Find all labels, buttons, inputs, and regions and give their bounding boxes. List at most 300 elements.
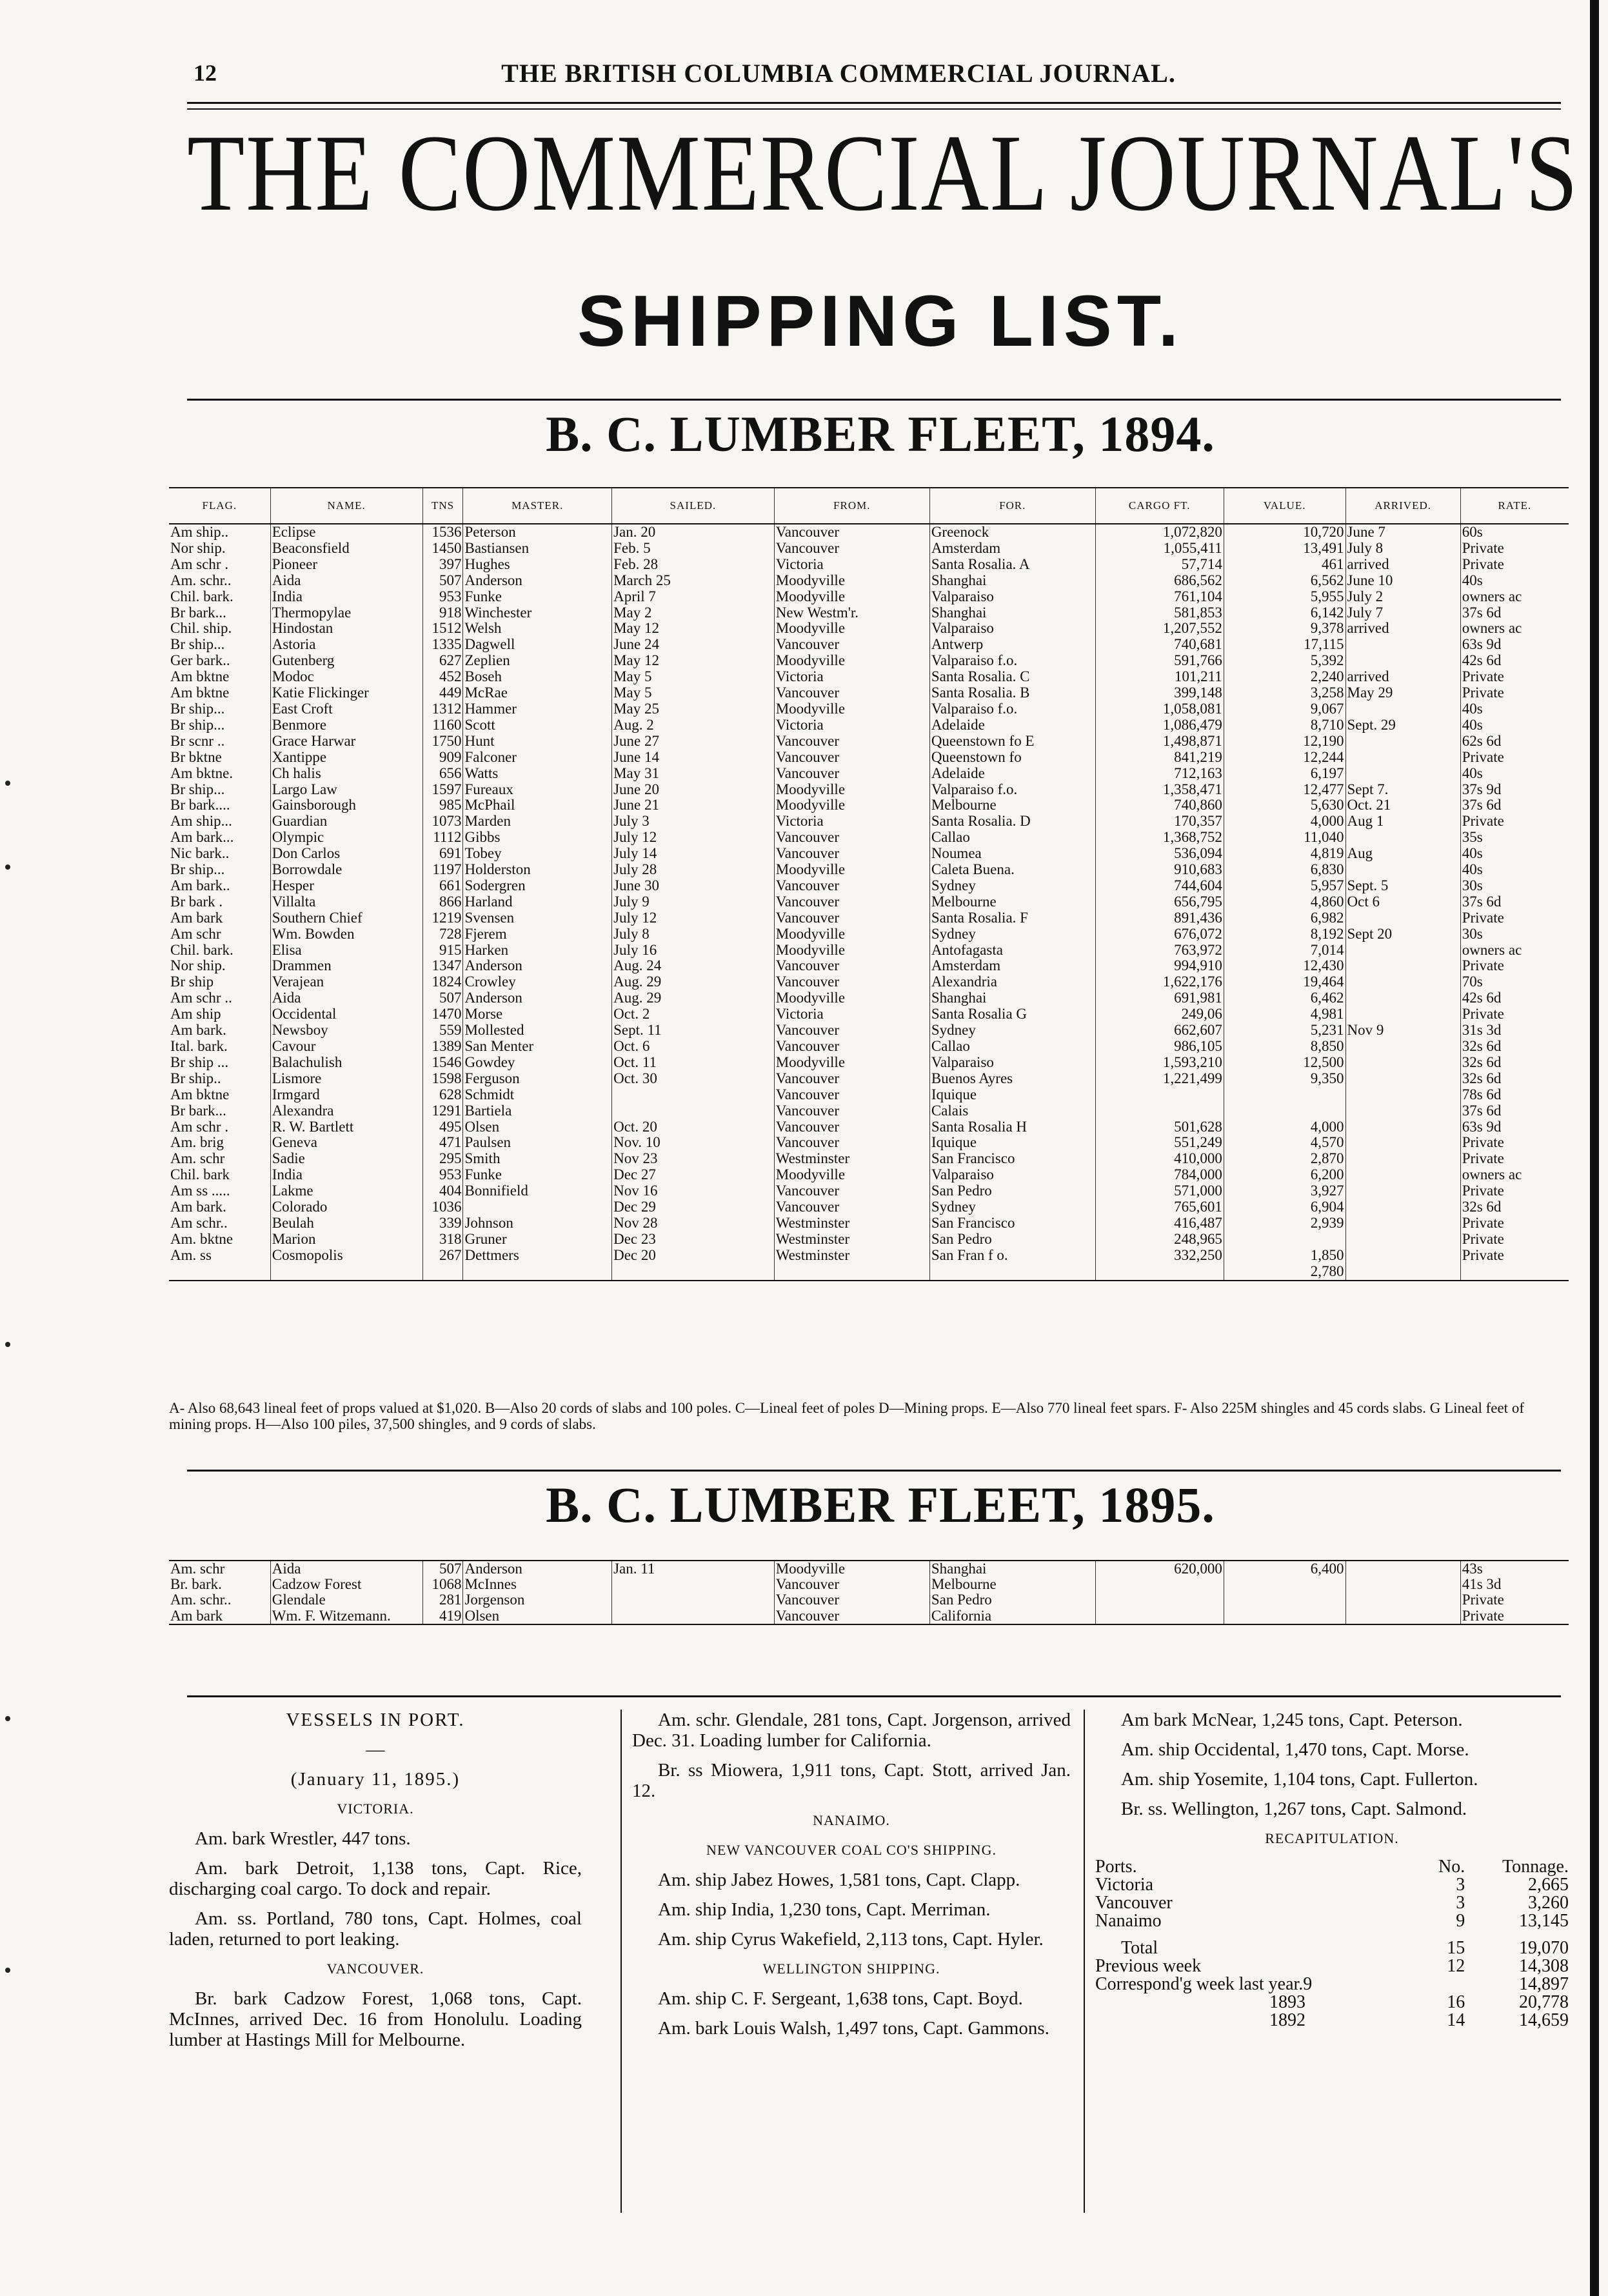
- cell-from: Vancouver: [774, 1135, 929, 1151]
- cell-for: Sydney: [929, 1199, 1095, 1215]
- cell-tons: 281: [422, 1592, 463, 1608]
- cell-name: Beaconsfield: [270, 541, 422, 557]
- cell-from: Vancouver: [774, 846, 929, 862]
- cell-tons: 1750: [422, 734, 463, 750]
- cell-master: McInnes: [463, 1577, 612, 1592]
- recap-tonnage: 13,145: [1519, 1911, 1569, 1931]
- cell-value: 2,780: [1224, 1264, 1345, 1281]
- cell-rate: 40s: [1460, 846, 1569, 862]
- cell-value: 12,430: [1224, 958, 1345, 974]
- cell-master: Anderson: [463, 1561, 612, 1577]
- cell-master: San Menter: [463, 1039, 612, 1055]
- cell-sailed: May 25: [612, 701, 775, 717]
- cell-rate: 37s 6d: [1460, 1103, 1569, 1119]
- cell-arrived: [1345, 1608, 1460, 1624]
- cell-arrived: Aug 1: [1345, 814, 1460, 830]
- recap-port: Nanaimo: [1095, 1911, 1162, 1931]
- cell-flag: Chil. ship.: [170, 621, 232, 637]
- cell-flag: Nor ship.: [170, 540, 226, 556]
- column-header-sailed: SAILED.: [612, 488, 775, 524]
- table-row: [169, 1135, 1569, 1151]
- cell-sailed: Aug. 29: [612, 990, 775, 1006]
- recap-tonnage: 19,070: [1519, 1938, 1569, 1958]
- cell-value: 461: [1224, 557, 1345, 573]
- cell-cargo-ft: 1,055,411: [1095, 541, 1224, 557]
- cell-for: Valparaiso f.o.: [929, 701, 1095, 717]
- cell-flag: Chil. bark.: [170, 588, 233, 604]
- cell-sailed: May 31: [612, 766, 775, 782]
- cell-flag: Br ship...: [170, 637, 225, 653]
- cell-value: 7,014: [1224, 943, 1345, 959]
- cell-from: Vancouver: [774, 524, 929, 541]
- cell-value: 13,491: [1224, 541, 1345, 557]
- cell-sailed: Dec 29: [612, 1199, 775, 1215]
- cell-arrived: [1345, 1264, 1460, 1281]
- cell-flag: Am schr .: [170, 556, 229, 572]
- cell-arrived: [1345, 1087, 1460, 1103]
- cell-arrived: [1345, 1577, 1460, 1592]
- cell-sailed: May 12: [612, 653, 775, 669]
- cell-tons: 397: [422, 557, 463, 573]
- cell-master: Watts: [463, 766, 612, 782]
- cell-value: 1,850: [1224, 1248, 1345, 1264]
- cell-rate: 70s: [1460, 974, 1569, 990]
- cell-rate: owners ac: [1460, 1167, 1569, 1183]
- cell-value: 4,570: [1224, 1135, 1345, 1151]
- cell-rate: 42s 6d: [1460, 653, 1569, 669]
- cell-cargo-ft: 620,000: [1095, 1561, 1224, 1577]
- fleet-1894-table: [169, 487, 1569, 1281]
- cell-arrived: [1345, 974, 1460, 990]
- recap-count: 12: [1447, 1956, 1465, 1976]
- cell-tons: 1160: [422, 717, 463, 734]
- cell-rate: 32s 6d: [1460, 1055, 1569, 1071]
- cell-arrived: Sept. 5: [1345, 878, 1460, 894]
- table-row: [169, 637, 1569, 653]
- cell-arrived: [1345, 1071, 1460, 1087]
- cell-value: 5,630: [1224, 797, 1345, 814]
- cell-master: Hammer: [463, 701, 612, 717]
- cell-sailed: Oct. 11: [612, 1055, 775, 1071]
- recap-1893-row: [1095, 1993, 1569, 2011]
- cell-tons: 559: [422, 1023, 463, 1039]
- cell-name: Glendale: [270, 1592, 422, 1608]
- recapitulation-table: [1095, 1858, 1569, 2030]
- cell-rate: 60s: [1460, 524, 1569, 541]
- cell-rate: 43s: [1460, 1561, 1569, 1577]
- cell-from: New Westm'r.: [774, 605, 929, 621]
- cell-rate: Private: [1460, 1006, 1569, 1023]
- recap-tonnage: 14,308: [1519, 1956, 1569, 1976]
- cell-for: Valparaiso f.o.: [929, 653, 1095, 669]
- cell-name: Olympic: [270, 830, 422, 846]
- cell-arrived: [1345, 1103, 1460, 1119]
- cell-cargo-ft: 1,593,210: [1095, 1055, 1224, 1071]
- cell-master: Johnson: [463, 1215, 612, 1232]
- cell-master: Harken: [463, 943, 612, 959]
- cell-master: Smith: [463, 1151, 612, 1167]
- cell-master: Ferguson: [463, 1071, 612, 1087]
- cell-for: Callao: [929, 1039, 1095, 1055]
- cell-for: Santa Rosalia. B: [929, 685, 1095, 701]
- page-edge-rule: [1590, 0, 1599, 2296]
- recap-count: 16: [1447, 1992, 1465, 2012]
- recap-header: No.: [1438, 1857, 1465, 1877]
- cell-flag: Am ship..: [170, 524, 229, 540]
- cell-rate: 40s: [1460, 717, 1569, 734]
- cell-arrived: Nov 9: [1345, 1023, 1460, 1039]
- cell-master: Bartiela: [463, 1103, 612, 1119]
- cell-master: Gruner: [463, 1232, 612, 1248]
- port-entry: Am. schr. Glendale, 281 tons, Capt. Jorgenson, arrived Dec. 31. Loading lumber for California.: [632, 1710, 1071, 1751]
- cell-arrived: [1345, 910, 1460, 926]
- cell-arrived: [1345, 1055, 1460, 1071]
- cell-value: 5,957: [1224, 878, 1345, 894]
- cell-name: Benmore: [270, 717, 422, 734]
- cell-arrived: [1345, 1006, 1460, 1023]
- cell-tons: 953: [422, 1167, 463, 1183]
- cell-master: Dettmers: [463, 1248, 612, 1264]
- recap-label: 1893: [1269, 1992, 1305, 2012]
- fleet-1894-footnote: A- Also 68,643 lineal feet of props valued at $1,020. B—Also 20 cords of slabs and 100 poles. C—Lineal feet of poles D—Mining props. E—Also 770 lineal feet spars. F- Also 225M shingles and 45 cords slabs. G Lineal feet of mining props. H—Also 100 piles, 37,500 shingles, and 9 cords of slabs.: [169, 1400, 1524, 1432]
- cell-arrived: [1345, 766, 1460, 782]
- cell-flag: Am. schr..: [170, 572, 232, 588]
- rule: [187, 108, 1561, 110]
- fleet-1894-title: B. C. LUMBER FLEET, 1894.: [546, 406, 1215, 462]
- cell-arrived: [1345, 1592, 1460, 1608]
- recap-port: Victoria: [1095, 1875, 1154, 1895]
- cell-for: Santa Rosalia. D: [929, 814, 1095, 830]
- table-row: [169, 653, 1569, 669]
- cell-master: Olsen: [463, 1119, 612, 1135]
- cell-tons: 1536: [422, 524, 463, 541]
- cell-value: 11,040: [1224, 830, 1345, 846]
- recap-count: 15: [1447, 1938, 1465, 1958]
- column-rule: [1084, 1710, 1085, 2213]
- cell-cargo-ft: 784,000: [1095, 1167, 1224, 1183]
- table-row: [169, 1167, 1569, 1183]
- table-row: [169, 1199, 1569, 1215]
- cell-sailed: July 16: [612, 943, 775, 959]
- cell-cargo-ft: 57,714: [1095, 557, 1224, 573]
- cell-for: Buenos Ayres: [929, 1071, 1095, 1087]
- cell-sailed: Dec 27: [612, 1167, 775, 1183]
- cell-name: Irmgard: [270, 1087, 422, 1103]
- column-3: [1095, 1710, 1569, 2030]
- cell-arrived: [1345, 734, 1460, 750]
- cell-for: Iquique: [929, 1087, 1095, 1103]
- cell-value: 9,378: [1224, 621, 1345, 637]
- cell-from: Moodyville: [774, 862, 929, 878]
- cell-sailed: Oct. 20: [612, 1119, 775, 1135]
- cell-tons: 915: [422, 943, 463, 959]
- cell-flag: Am schr: [170, 926, 221, 942]
- cell-for: Antwerp: [929, 637, 1095, 653]
- margin-dot: [5, 864, 10, 870]
- column-header-rate: RATE.: [1460, 488, 1569, 524]
- cell-value: 6,400: [1224, 1561, 1345, 1577]
- cell-cargo-ft: 416,487: [1095, 1215, 1224, 1232]
- table-row: [169, 1232, 1569, 1248]
- cell-master: Dagwell: [463, 637, 612, 653]
- cell-arrived: [1345, 958, 1460, 974]
- cell-tons: 1389: [422, 1039, 463, 1055]
- cell-name: Alexandra: [270, 1103, 422, 1119]
- cell-sailed: June 30: [612, 878, 775, 894]
- recap-count: 3: [1456, 1875, 1465, 1895]
- vessels-in-port-heading: VESSELS IN PORT.: [286, 1710, 465, 1730]
- table-row: [169, 589, 1569, 605]
- cell-master: Crowley: [463, 974, 612, 990]
- table-row: [169, 1055, 1569, 1071]
- table-row: [169, 1592, 1569, 1608]
- cell-value: 4,000: [1224, 814, 1345, 830]
- column-header-master: MASTER.: [463, 488, 612, 524]
- cell-name: Hindostan: [270, 621, 422, 637]
- cell-cargo-ft: 910,683: [1095, 862, 1224, 878]
- cell-sailed: Nov 23: [612, 1151, 775, 1167]
- rule: [187, 399, 1561, 401]
- cell-rate: 37s 6d: [1460, 605, 1569, 621]
- cell-sailed: May 2: [612, 605, 775, 621]
- cell-from: Victoria: [774, 669, 929, 685]
- recap-label: Correspond'g week last year.9: [1095, 1974, 1313, 1994]
- port-entry: Am. ship C. F. Sergeant, 1,638 tons, Capt. Boyd.: [658, 1988, 1023, 2009]
- cell-arrived: [1345, 637, 1460, 653]
- cell-sailed: Nov. 10: [612, 1135, 775, 1151]
- cell-tons: 295: [422, 1151, 463, 1167]
- cell-name: India: [270, 1167, 422, 1183]
- cell-name: Cosmopolis: [270, 1248, 422, 1264]
- cell-rate: 37s 9d: [1460, 782, 1569, 798]
- cell-rate: 40s: [1460, 766, 1569, 782]
- cell-flag: [169, 1264, 270, 1281]
- recap-row: [1095, 1912, 1569, 1930]
- rule: [187, 1695, 1561, 1697]
- fleet-1895-table: [169, 1560, 1569, 1625]
- cell-for: Melbourne: [929, 894, 1095, 910]
- cell-arrived: [1345, 1151, 1460, 1167]
- recap-tonnage: 14,659: [1519, 2010, 1569, 2030]
- cell-from: Moodyville: [774, 782, 929, 798]
- fleet-1895-title: B. C. LUMBER FLEET, 1895.: [546, 1477, 1215, 1533]
- cell-master: Boseh: [463, 669, 612, 685]
- cell-name: Drammen: [270, 958, 422, 974]
- cell-master: Peterson: [463, 524, 612, 541]
- cell-arrived: [1345, 830, 1460, 846]
- margin-dot: [5, 1342, 10, 1347]
- cell-flag: Ital. bark.: [170, 1039, 228, 1054]
- table-row: [169, 1561, 1569, 1577]
- cell-flag: Br bark....: [170, 797, 230, 814]
- cell-for: Alexandria: [929, 974, 1095, 990]
- cell-name: [270, 1264, 422, 1281]
- cell-value: 6,904: [1224, 1199, 1345, 1215]
- cell-from: Vancouver: [774, 637, 929, 653]
- cell-tons: 1312: [422, 701, 463, 717]
- cell-from: Vancouver: [774, 1119, 929, 1135]
- cell-sailed: July 12: [612, 910, 775, 926]
- table-row: [169, 1577, 1569, 1592]
- column-2: [632, 1710, 1071, 2048]
- cell-from: Vancouver: [774, 974, 929, 990]
- cell-from: Vancouver: [774, 1071, 929, 1087]
- cell-for: California: [929, 1608, 1095, 1624]
- cell-from: Vancouver: [774, 1023, 929, 1039]
- cell-arrived: [1345, 1561, 1460, 1577]
- column-1: [169, 1710, 582, 2059]
- cell-master: Sodergren: [463, 878, 612, 894]
- port-entry: Br. bark Cadzow Forest, 1,068 tons, Capt. McInnes, arrived Dec. 16 from Honolulu. Loading lumber at Hastings Mill for Melbourne.: [169, 1988, 582, 2050]
- cell-sailed: June 21: [612, 797, 775, 814]
- recap-label: Previous week: [1095, 1956, 1202, 1976]
- cell-rate: Private: [1460, 910, 1569, 926]
- cell-name: Wm. Bowden: [270, 926, 422, 943]
- cell-name: Pioneer: [270, 557, 422, 573]
- cell-arrived: arrived: [1345, 669, 1460, 685]
- cell-flag: Am bark: [170, 1608, 223, 1624]
- cell-master: Winchester: [463, 605, 612, 621]
- recap-label: Total: [1121, 1938, 1158, 1958]
- cell-rate: Private: [1460, 685, 1569, 701]
- cell-name: Lismore: [270, 1071, 422, 1087]
- table-row: [169, 669, 1569, 685]
- cell-from: Moodyville: [774, 1561, 929, 1577]
- running-title: THE BRITISH COLUMBIA COMMERCIAL JOURNAL.: [501, 59, 1176, 88]
- cell-from: Vancouver: [774, 878, 929, 894]
- column-header-flag: FLAG.: [169, 488, 270, 524]
- cell-tons: 909: [422, 750, 463, 766]
- nanaimo-heading: NANAIMO.: [813, 1812, 890, 1828]
- table-row: [169, 1071, 1569, 1087]
- cell-cargo-ft: 763,972: [1095, 943, 1224, 959]
- cell-cargo-ft: [1095, 1608, 1224, 1624]
- cell-value: 6,142: [1224, 605, 1345, 621]
- recap-corresponding-row: [1095, 1975, 1569, 1993]
- cell-from: Vancouver: [774, 958, 929, 974]
- cell-for: Sydney: [929, 878, 1095, 894]
- port-entry: Br. ss. Wellington, 1,267 tons, Capt. Salmond.: [1121, 1799, 1467, 1819]
- cell-tons: 495: [422, 1119, 463, 1135]
- cell-for: Amsterdam: [929, 958, 1095, 974]
- cell-cargo-ft: [1095, 1103, 1224, 1119]
- cell-flag: Am bark...: [170, 830, 234, 846]
- cell-value: 12,244: [1224, 750, 1345, 766]
- cell-cargo-ft: 686,562: [1095, 573, 1224, 589]
- cell-arrived: [1345, 1119, 1460, 1135]
- recap-1892-row: [1095, 2011, 1569, 2030]
- cell-tons: 1197: [422, 862, 463, 878]
- vancouver-heading: VANCOUVER.: [326, 1961, 424, 1977]
- cell-value: 2,939: [1224, 1215, 1345, 1232]
- cell-cargo-ft: 662,607: [1095, 1023, 1224, 1039]
- cell-cargo-ft: 1,086,479: [1095, 717, 1224, 734]
- cell-rate: 30s: [1460, 878, 1569, 894]
- cell-master: Jorgenson: [463, 1592, 612, 1608]
- port-entry: Am. bark Louis Walsh, 1,497 tons, Capt. Gammons.: [658, 2018, 1049, 2039]
- cell-name: Aida: [270, 573, 422, 589]
- cell-arrived: [1345, 862, 1460, 878]
- cell-cargo-ft: 744,604: [1095, 878, 1224, 894]
- cell-name: Guardian: [270, 814, 422, 830]
- cell-arrived: [1345, 990, 1460, 1006]
- cell-sailed: Feb. 28: [612, 557, 775, 573]
- table-row: [169, 926, 1569, 943]
- table-row: [169, 541, 1569, 557]
- cell-tons: 661: [422, 878, 463, 894]
- cell-flag: Am. brig: [170, 1135, 224, 1151]
- cell-from: Westminster: [774, 1248, 929, 1264]
- cell-cargo-ft: 1,221,499: [1095, 1071, 1224, 1087]
- cell-value: [1224, 1577, 1345, 1592]
- cell-from: Moodyville: [774, 589, 929, 605]
- cell-from: Moodyville: [774, 1055, 929, 1071]
- cell-for: San Pedro: [929, 1232, 1095, 1248]
- cell-for: San Pedro: [929, 1183, 1095, 1199]
- cell-arrived: [1345, 1232, 1460, 1248]
- cell-sailed: Oct. 30: [612, 1071, 775, 1087]
- cell-value: 12,477: [1224, 782, 1345, 798]
- cell-cargo-ft: 676,072: [1095, 926, 1224, 943]
- cell-flag: Am bark: [170, 910, 223, 926]
- cell-from: Moodyville: [774, 573, 929, 589]
- cell-from: [774, 1264, 929, 1281]
- victoria-heading: VICTORIA.: [337, 1801, 414, 1817]
- table-row: [169, 557, 1569, 573]
- cell-name: Elisa: [270, 943, 422, 959]
- cell-flag: Br bark...: [170, 1103, 226, 1119]
- cell-for: Melbourne: [929, 1577, 1095, 1592]
- cell-tons: 507: [422, 1561, 463, 1577]
- table-row: [169, 974, 1569, 990]
- cell-value: 5,955: [1224, 589, 1345, 605]
- table-row: [169, 943, 1569, 959]
- cell-rate: Private: [1460, 1232, 1569, 1248]
- cell-flag: Am schr..: [170, 1215, 228, 1231]
- cell-sailed: Nov 28: [612, 1215, 775, 1232]
- vessels-date: (January 11, 1895.): [290, 1769, 461, 1790]
- table-row: [169, 1006, 1569, 1023]
- cell-for: Valparaiso f.o.: [929, 782, 1095, 798]
- cell-for: Santa Rosalia. A: [929, 557, 1095, 573]
- cell-arrived: [1345, 653, 1460, 669]
- cell-name: Eclipse: [270, 524, 422, 541]
- cell-rate: Private: [1460, 1248, 1569, 1264]
- cell-for: Shanghai: [929, 573, 1095, 589]
- cell-arrived: July 7: [1345, 605, 1460, 621]
- cell-name: Largo Law: [270, 782, 422, 798]
- cell-name: Geneva: [270, 1135, 422, 1151]
- cell-from: Vancouver: [774, 1577, 929, 1592]
- cell-cargo-ft: 248,965: [1095, 1232, 1224, 1248]
- cell-name: Villalta: [270, 894, 422, 910]
- recap-tonnage: 20,778: [1519, 1992, 1569, 2012]
- cell-tons: 1291: [422, 1103, 463, 1119]
- cell-cargo-ft: 551,249: [1095, 1135, 1224, 1151]
- cell-cargo-ft: 765,601: [1095, 1199, 1224, 1215]
- cell-for: Amsterdam: [929, 541, 1095, 557]
- recap-tonnage: 14,897: [1519, 1974, 1569, 1994]
- cell-tons: 985: [422, 797, 463, 814]
- cell-for: [929, 1264, 1095, 1281]
- cell-master: Gowdey: [463, 1055, 612, 1071]
- cell-for: Santa Rosalia G: [929, 1006, 1095, 1023]
- table-row: [169, 830, 1569, 846]
- cell-tons: 1068: [422, 1577, 463, 1592]
- cell-flag: Am bktne: [170, 669, 230, 685]
- recap-header: Tonnage.: [1502, 1857, 1569, 1877]
- cell-for: San Francisco: [929, 1151, 1095, 1167]
